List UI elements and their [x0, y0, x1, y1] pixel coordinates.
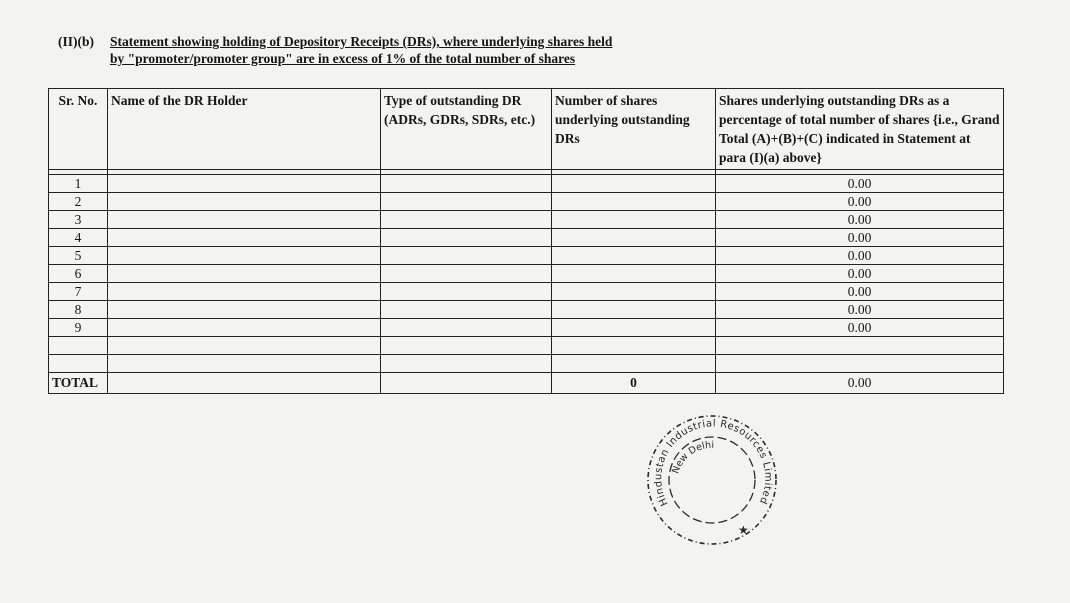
- row-sr-no: 9: [49, 319, 108, 337]
- row-dr-type: [381, 301, 552, 319]
- row-number-shares: [552, 193, 716, 211]
- row-percentage: 0.00: [716, 265, 1004, 283]
- row-percentage: [716, 337, 1004, 355]
- heading-line-2: by "promoter/promoter group" are in excess of 1% of the total number of shares: [110, 51, 576, 66]
- row-dr-type: [381, 265, 552, 283]
- row-dr-holder: [108, 319, 381, 337]
- row-dr-type: [381, 319, 552, 337]
- row-dr-holder: [108, 283, 381, 301]
- row-percentage: 0.00: [716, 301, 1004, 319]
- stamp-outer-text: Hindustan Industrial Resources Limited: [653, 418, 774, 508]
- row-dr-holder: [108, 175, 381, 193]
- row-sr-no: 7: [49, 283, 108, 301]
- row-dr-type: [381, 283, 552, 301]
- row-dr-type: [381, 337, 552, 355]
- header-sr-no: Sr. No.: [49, 89, 108, 170]
- row-dr-type: [381, 247, 552, 265]
- row-sr-no: 3: [49, 211, 108, 229]
- row-dr-holder: [108, 247, 381, 265]
- stamp-inner-text: New Delhi: [670, 439, 715, 476]
- row-sr-no: 2: [49, 193, 108, 211]
- row-percentage: 0.00: [716, 319, 1004, 337]
- header-dr-type: Type of outstanding DR (ADRs, GDRs, SDRs, etc.): [381, 89, 552, 170]
- table-row: [49, 247, 1004, 265]
- table-row: [49, 175, 1004, 193]
- row-dr-type: [381, 355, 552, 373]
- row-percentage: 0.00: [716, 247, 1004, 265]
- row-number-shares: [552, 355, 716, 373]
- row-percentage: 0.00: [716, 175, 1004, 193]
- row-sr-no: 4: [49, 229, 108, 247]
- total-label: TOTAL: [49, 373, 108, 394]
- row-sr-no: 6: [49, 265, 108, 283]
- table-row: [49, 319, 1004, 337]
- row-dr-holder: [108, 211, 381, 229]
- table-row: [49, 337, 1004, 355]
- row-percentage: 0.00: [716, 283, 1004, 301]
- section-number: (II)(b): [58, 34, 94, 49]
- table-row: [49, 355, 1004, 373]
- row-dr-holder: [108, 229, 381, 247]
- table-row: [49, 229, 1004, 247]
- row-sr-no: [49, 337, 108, 355]
- row-dr-type: [381, 211, 552, 229]
- row-number-shares: [552, 247, 716, 265]
- total-holder-cell: [108, 373, 381, 394]
- table-header-row: [49, 89, 1004, 170]
- row-dr-type: [381, 229, 552, 247]
- row-sr-no: [49, 355, 108, 373]
- row-number-shares: [552, 175, 716, 193]
- table-row: [49, 211, 1004, 229]
- row-dr-holder: [108, 193, 381, 211]
- total-row: [49, 373, 1004, 394]
- row-number-shares: [552, 211, 716, 229]
- header-percentage: Shares underlying outstanding DRs as a percentage of total number of shares {i.e., Grand Total (A)+(B)+(C) indicated in Statement at para (I)(a) above}: [716, 89, 1004, 170]
- header-dr-holder: Name of the DR Holder: [108, 89, 381, 170]
- dr-holding-table: [48, 88, 1004, 394]
- table-row: [49, 193, 1004, 211]
- row-dr-type: [381, 193, 552, 211]
- row-number-shares: [552, 265, 716, 283]
- table-row: [49, 265, 1004, 283]
- row-dr-holder: [108, 265, 381, 283]
- row-dr-holder: [108, 337, 381, 355]
- row-percentage: 0.00: [716, 193, 1004, 211]
- row-sr-no: 8: [49, 301, 108, 319]
- total-type-cell: [381, 373, 552, 394]
- row-number-shares: [552, 301, 716, 319]
- stamp-star-icon: ★: [738, 523, 749, 537]
- row-percentage: [716, 355, 1004, 373]
- row-percentage: 0.00: [716, 211, 1004, 229]
- company-seal-stamp: [638, 412, 788, 547]
- row-percentage: 0.00: [716, 229, 1004, 247]
- total-percentage: 0.00: [716, 373, 1004, 394]
- row-sr-no: 1: [49, 175, 108, 193]
- row-dr-type: [381, 175, 552, 193]
- total-number: 0: [552, 373, 716, 394]
- row-dr-holder: [108, 355, 381, 373]
- row-number-shares: [552, 319, 716, 337]
- row-dr-holder: [108, 301, 381, 319]
- row-number-shares: [552, 283, 716, 301]
- row-sr-no: 5: [49, 247, 108, 265]
- header-number-shares: Number of shares underlying outstanding DRs: [552, 89, 716, 170]
- table-row: [49, 283, 1004, 301]
- row-number-shares: [552, 337, 716, 355]
- heading-line-1: Statement showing holding of Depository Receipts (DRs), where underlying shares held: [110, 34, 613, 49]
- row-number-shares: [552, 229, 716, 247]
- table-row: [49, 301, 1004, 319]
